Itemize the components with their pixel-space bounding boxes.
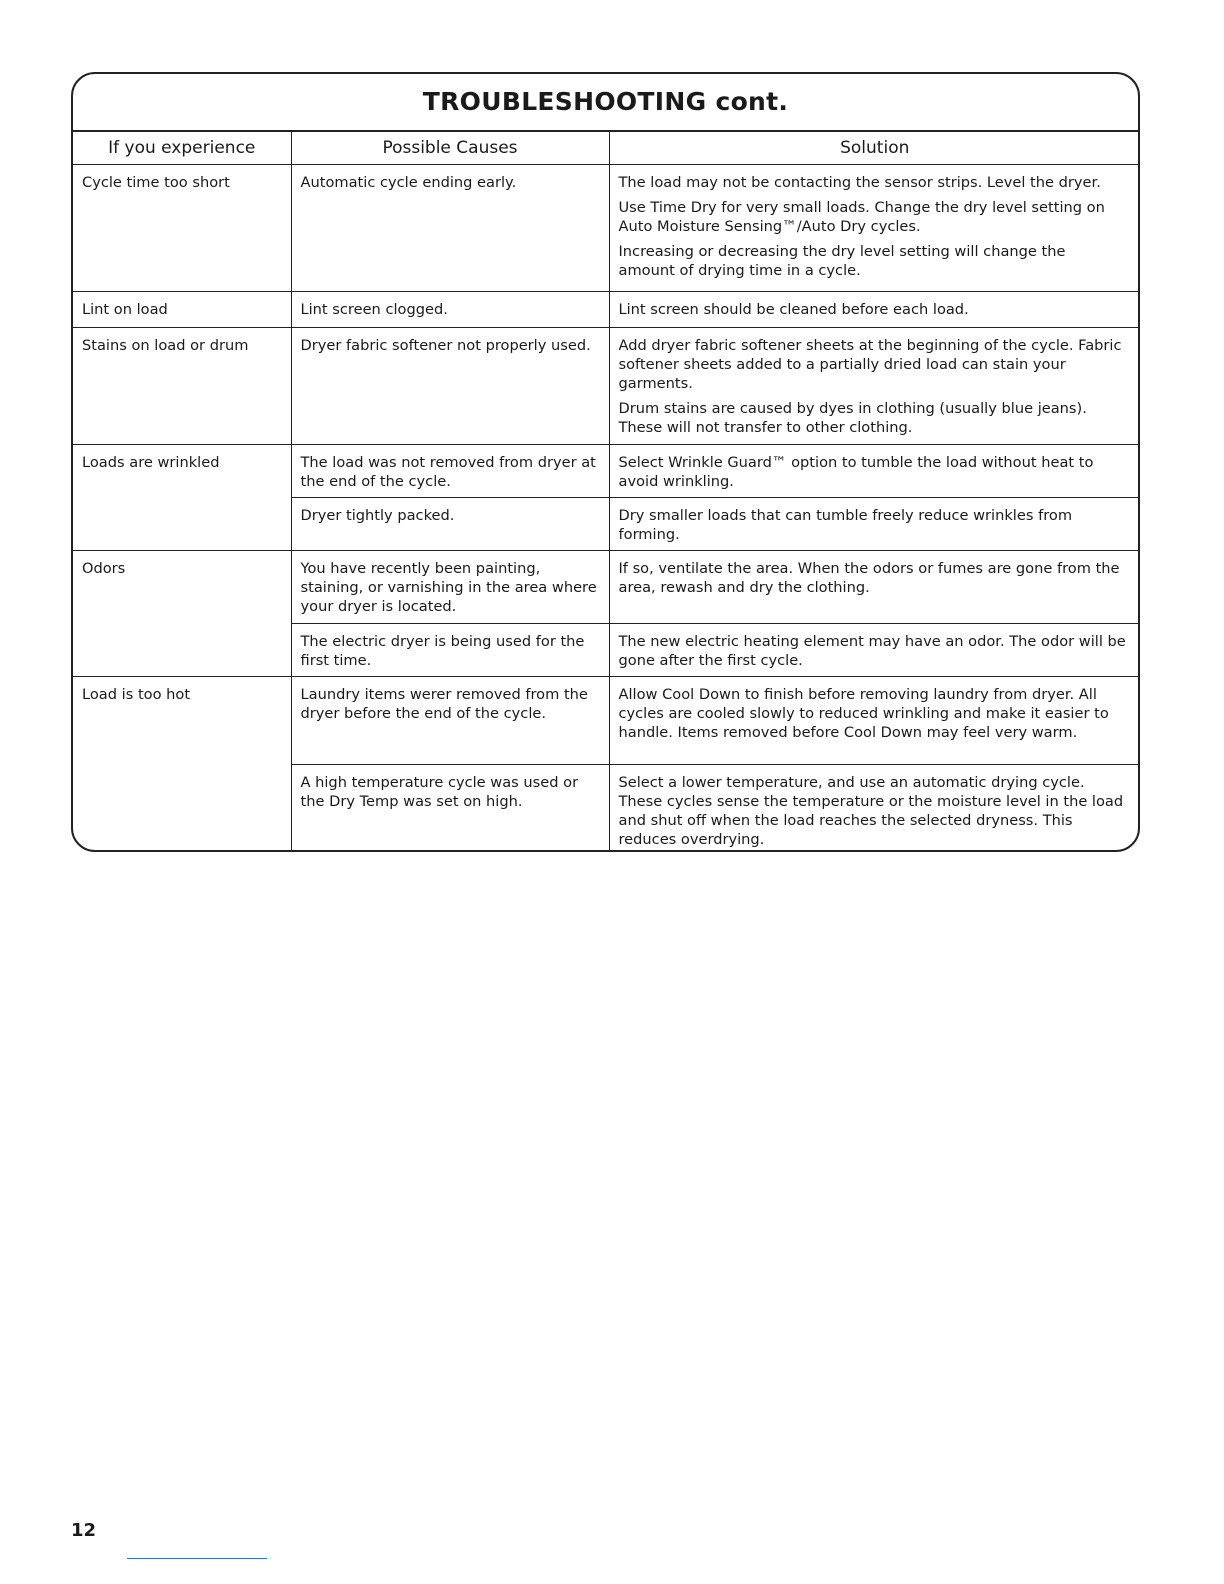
column-header-experience: If you experience	[73, 131, 291, 165]
solution-cell	[609, 165, 1140, 292]
solution-cell	[609, 624, 1140, 677]
cause-cell: The load was not removed from dryer at the end of the cycle.	[291, 445, 609, 498]
solution-cell	[609, 498, 1140, 551]
solution-paragraph: The load may not be contacting the sensor strips. Level the dryer.	[618, 174, 1101, 191]
solution-cell	[609, 677, 1140, 765]
solution-paragraph: Lint screen should be cleaned before each load.	[618, 301, 969, 318]
experience-cell: Loads are wrinkled	[73, 445, 291, 551]
experience-cell: Lint on load	[73, 292, 291, 328]
solution-paragraph: Drum stains are caused by dyes in clothing (usually blue jeans). These will not transfer to other clothing.	[618, 400, 1087, 436]
solution-paragraph: Increasing or decreasing the dry level setting will change the amount of drying time in a cycle.	[618, 243, 1066, 279]
troubleshooting-panel	[71, 72, 1140, 852]
table-row	[73, 328, 1140, 445]
column-header-solution: Solution	[609, 131, 1140, 165]
experience-cell: Cycle time too short	[73, 165, 291, 292]
experience-cell: Stains on load or drum	[73, 328, 291, 445]
cause-cell: A high temperature cycle was used or the Dry Temp was set on high.	[291, 765, 609, 853]
solution-paragraph: Allow Cool Down to finish before removing laundry from dryer. All cycles are cooled slowly to reduced wrinkling and make it easier to handle. Items removed before Cool Down may feel very warm.	[618, 686, 1109, 741]
experience-cell: Load is too hot	[73, 677, 291, 853]
solution-cell	[609, 328, 1140, 445]
cause-cell: Lint screen clogged.	[291, 292, 609, 328]
solution-cell	[609, 445, 1140, 498]
solution-cell	[609, 551, 1140, 624]
solution-paragraph: Add dryer fabric softener sheets at the beginning of the cycle. Fabric softener sheets added to a partially dried load can stain your garments.	[618, 337, 1122, 392]
section-title	[73, 74, 1138, 130]
table-row	[73, 677, 1140, 765]
table-row	[73, 292, 1140, 328]
page-number: 12	[71, 1520, 97, 1541]
cause-cell: Automatic cycle ending early.	[291, 165, 609, 292]
cause-cell: Dryer tightly packed.	[291, 498, 609, 551]
solution-paragraph: Dry smaller loads that can tumble freely reduce wrinkles from forming.	[618, 507, 1073, 543]
cause-cell: Laundry items werer removed from the dryer before the end of the cycle.	[291, 677, 609, 765]
solution-cell	[609, 765, 1140, 853]
troubleshooting-table	[73, 130, 1140, 852]
solution-cell	[609, 292, 1140, 328]
solution-paragraph: Select a lower temperature, and use an automatic drying cycle. These cycles sense the temperature or the moisture level in the load and shut off when the load reaches the selected dryness. This reduces overdrying.	[618, 774, 1124, 848]
solution-paragraph: Use Time Dry for very small loads. Change the dry level setting on Auto Moisture Sensing™/Auto Dry cycles.	[618, 199, 1105, 235]
cause-cell: The electric dryer is being used for the first time.	[291, 624, 609, 677]
column-header-causes: Possible Causes	[291, 131, 609, 165]
solution-paragraph: Select Wrinkle Guard™ option to tumble the load without heat to avoid wrinkling.	[618, 454, 1094, 490]
footer-divider	[127, 1558, 267, 1559]
solution-paragraph: If so, ventilate the area. When the odors or fumes are gone from the area, rewash and dry the clothing.	[618, 560, 1120, 596]
cause-cell: Dryer fabric softener not properly used.	[291, 328, 609, 445]
table-header-row	[73, 131, 1140, 165]
experience-cell: Odors	[73, 551, 291, 677]
section-title-suffix: cont.	[715, 87, 789, 116]
cause-cell: You have recently been painting, staining, or varnishing in the area where your dryer is located.	[291, 551, 609, 624]
section-title-main: TROUBLESHOOTING	[422, 87, 707, 116]
table-row	[73, 445, 1140, 498]
table-row	[73, 551, 1140, 624]
solution-paragraph: The new electric heating element may have an odor. The odor will be gone after the first cycle.	[618, 633, 1126, 669]
table-row	[73, 165, 1140, 292]
